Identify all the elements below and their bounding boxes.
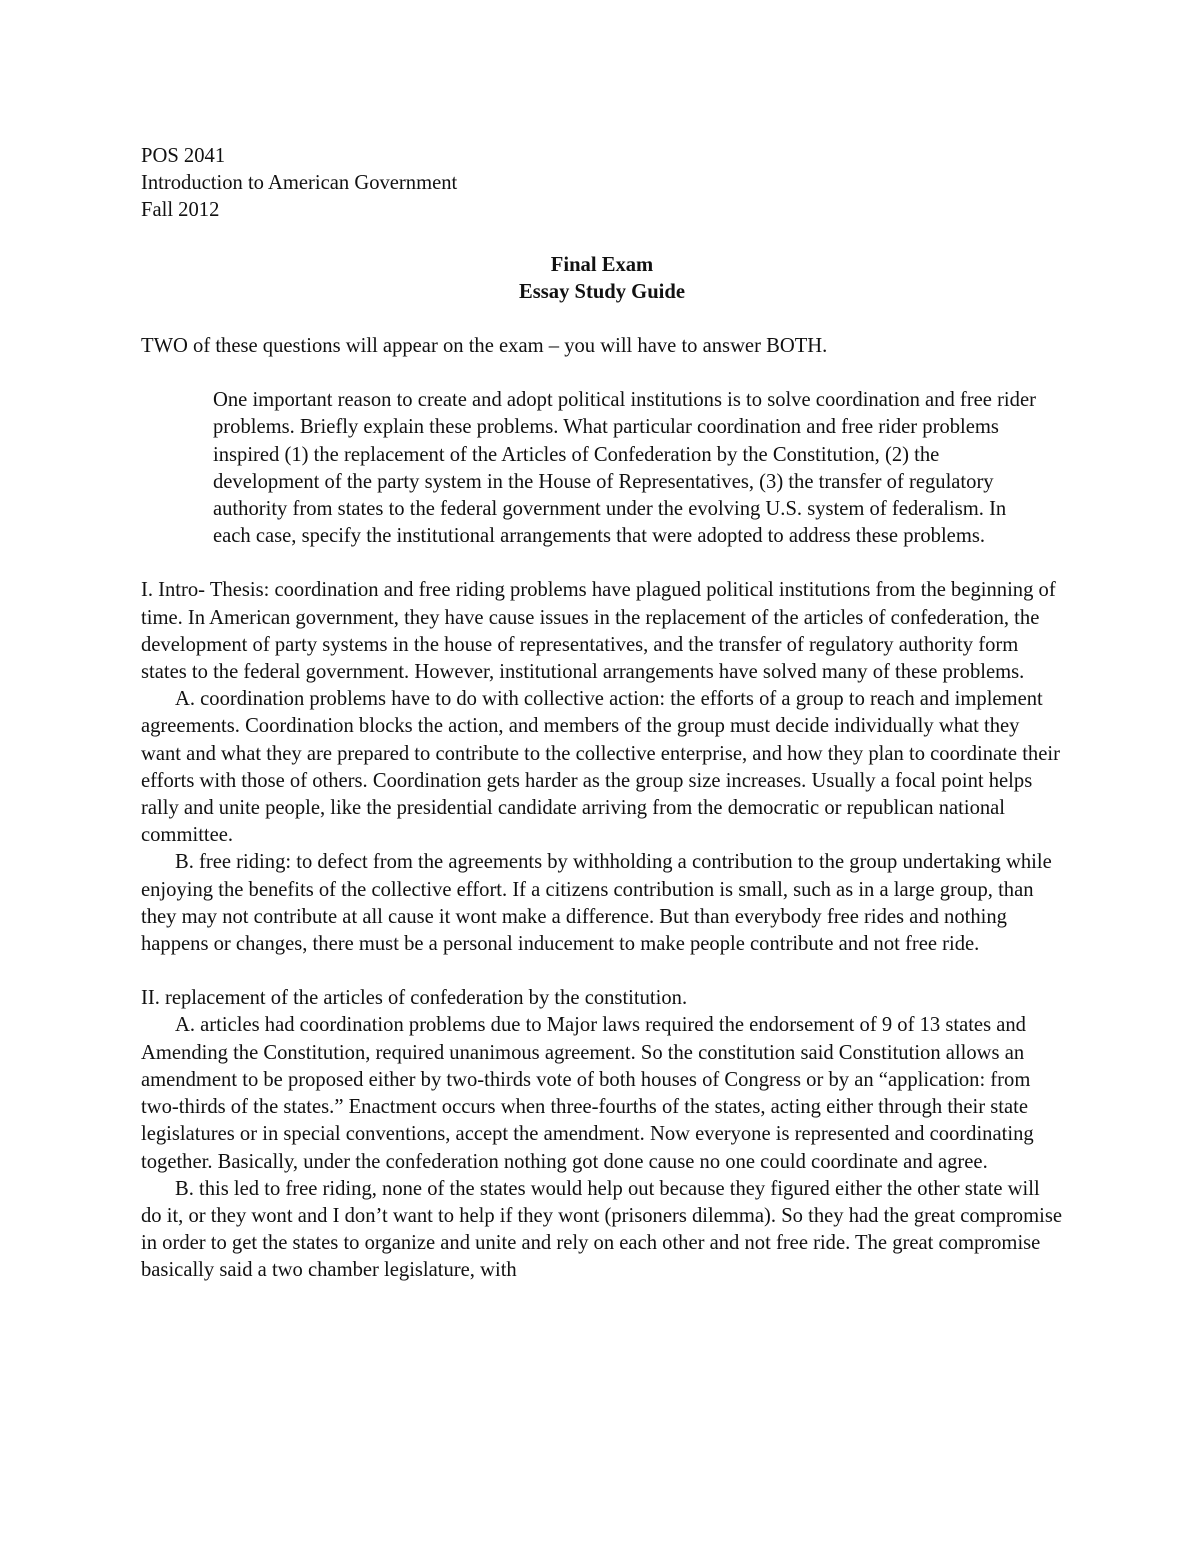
section-2-heading: II. replacement of the articles of confederation by the constitution. xyxy=(141,987,688,1010)
document-body xyxy=(141,143,1063,1285)
title-line-1: Final Exam xyxy=(550,253,654,276)
exam-instruction: TWO of these questions will appear on the exam – you will have to answer BOTH. xyxy=(141,335,828,358)
essay-question: One important reason to create and adopt political institutions is to solve coordination and free rider problems. Briefly explain these problems. What particular coordination and free rider problems inspired (1) the replacement of the Articles of Confederation by the Constitution, (2) the development of the party system in the House of Representatives, (3) the transfer of regulatory authority from states to the federal government under the evolving U.S. system of federalism. In each case, specify the institutional arrangements that were adopted to address these problems. xyxy=(213,389,1036,548)
course-code: POS 2041 xyxy=(141,145,226,167)
course-term: Fall 2012 xyxy=(141,199,220,222)
section-1-intro: I. Intro- Thesis: coordination and free riding problems have plagued political institutions from the beginning of time. In American government, they have cause issues in the replacement of the articles of confederation, the development of party systems in the house of representatives, and the transfer of regulatory authority form states to the federal government. However, institutional arrangements have solved many of these problems. xyxy=(141,579,1056,684)
course-header xyxy=(141,143,1063,225)
section-1-point-a: A. coordination problems have to do with collective action: the efforts of a group to reach and implement agreements. Coordination blocks the action, and members of the group must decide individually what they want and what they are prepared to contribute to the collective enterprise, and how they plan to coordinate their efforts with those of others. Coordination gets harder as the group size increases. Usually a focal point helps rally and unite people, like the presidential candidate arriving from the democratic or republican national committee. xyxy=(141,688,1060,847)
document-title xyxy=(141,252,1063,306)
course-name: Introduction to American Government xyxy=(141,172,458,195)
title-line-2: Essay Study Guide xyxy=(519,280,685,303)
section-2-point-a: A. articles had coordination problems due to Major laws required the endorsement of 9 of 13 states and Amending the Constitution, required unanimous agreement. So the constitution said Constitution allows an amendment to be proposed either by two-thirds vote of both houses of Congress or by an “application: from two-thirds of the states.” Enactment occurs when three-fourths of the states, acting either through their state legislatures or in special conventions, accept the amendment. Now everyone is represented and coordinating together. Basically, under the confederation nothing got done cause no one could coordinate and agree. xyxy=(141,1014,1034,1173)
section-1 xyxy=(141,577,1063,958)
section-2 xyxy=(141,985,1063,1284)
section-1-point-b: B. free riding: to defect from the agreements by withholding a contribution to the group undertaking while enjoying the benefits of the collective effort. If a citizens contribution is small, such as in a large group, than they may not contribute at all cause it wont make a difference. But than everybody free rides and nothing happens or changes, there must be a personal inducement to make people contribute and not free ride. xyxy=(141,851,1052,956)
section-2-point-b: B. this led to free riding, none of the states would help out because they figured either the other state will do it, or they wont and I don’t want to help if they wont (prisoners dilemma). So they had the great compromise in order to get the states to organize and unite and rely on each other and not free ride. The great compromise basically said a two chamber legislature, with xyxy=(141,1177,1062,1282)
